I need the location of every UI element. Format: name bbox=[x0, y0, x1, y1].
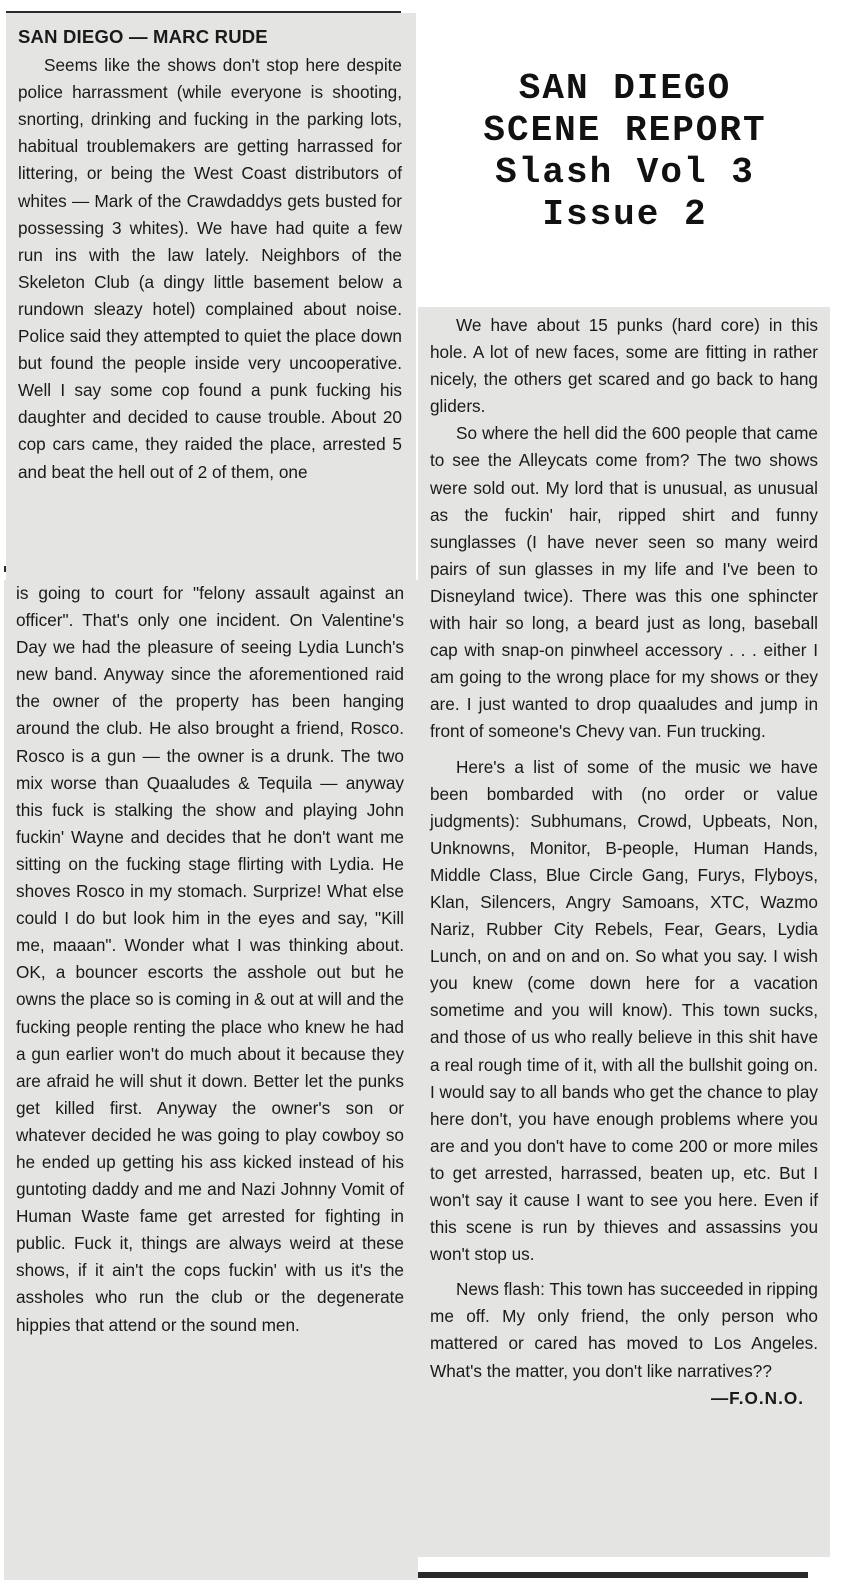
clipping-right bbox=[418, 307, 830, 1557]
bottom-rule bbox=[416, 1572, 808, 1578]
scene-report-title bbox=[420, 68, 830, 236]
title-line-1: SAN DIEGO bbox=[518, 68, 732, 109]
clipping-left-bottom bbox=[4, 580, 418, 1580]
title-line-3: Slash Vol 3 bbox=[495, 152, 755, 193]
right-paragraph-3: Here's a list of some of the music we have been bombarded with (no order or value judgments): Subhumans, Crowd, Upbeats, Non, Unknowns, Monitor, B-people, Human Hands, Middle Class, Blue Circle Gang, Furys, Flyboys, Klan, Silencers, Angry Samoans, XTC, Wazmo Nariz, Rubber City Rebels, Fear, Gears, Lydia Lunch, on and on and on. So what you say. I wish you knew (come down here for a vacation sometime and you will know). This town sucks, and those of us who really believe in this shit have a real rough time of it, with all the bullshit going on. I would say to all bands who get the chance to play here don't, you have enough problems where you are and you don't have to come 200 or more miles to get arrested, harrassed, beaten up, etc. But I won't say it cause I want to see you here. Even if this scene is run by thieves and assassins you won't stop us. bbox=[430, 756, 818, 1265]
clipping-left-top bbox=[6, 13, 416, 580]
title-line-4: Issue 2 bbox=[542, 194, 708, 235]
title-line-2: SCENE REPORT bbox=[483, 110, 767, 151]
left-bottom-paragraph: is going to court for "felony assault against an officer". That's only one incident. On Valentine's Day we had the pleasure of seeing Lydia Lunch's new band. Anyway since the aforementioned raid the owner of the property has been hanging around the club. He also brought a friend, Rosco. Rosco is a gun — the owner is a drunk. The two mix worse than Quaaludes & Tequila — anyway this fuck is stalking the show and playing John fuckin' Wayne and decides that he don't want me sitting on the fucking stage flirting with Lydia. He shoves Rosco in my stomach. Surprize! What else could I do but look him in the eyes and say, "Kill me, maaan". Wonder what I was thinking about. OK, a bouncer escorts the asshole out but he owns the place so is coming in & out at will and the fucking people renting the place who knew he had a gun earlier won't do much about it because they are afraid he will shut it down. Better let the punks get killed first. Anyway the owner's son or whatever decided he was going to play cowboy so he ended up getting his ass kicked instead of his guntoting daddy and me and Nazi Johnny Vomit of Human Waste fame get arrested for fighting in public. Fuck it, things are always weird at these shows, if it ain't the cops fuckin' with us it's the assholes who run the club or the degenerate hippies that attend or the sound men. bbox=[16, 583, 404, 1335]
left-top-paragraph: Seems like the shows don't stop here despite police harrassment (while everyone is shooting, snorting, drinking and fucking in the parking lots, habitual troublemakers are getting harrassed for littering, or being the West Coast distributors of whites — Mark of the Crawdaddys gets busted for possessing 3 whites). We have had quite a few run ins with the law lately. Neighbors of the Skeleton Club (a dingy little basement below a rundown sleazy hotel) complained about noise. Police said they attempted to quiet the place down but found the people inside very uncooperative. Well I say some cop found a punk fucking his daughter and decided to cause trouble. About 20 cop cars came, they raided the place, arrested 5 and beat the hell out of 2 of them, one bbox=[18, 55, 402, 482]
right-paragraph-2: So where the hell did the 600 people that came to see the Alleycats come from? The two shows were sold out. My lord that is unusual, as unusual as the fuckin' hair, ripped shirt and funny sunglasses (I have never seen so many weird pairs of sun glasses in my life and I've been to Disneyland twice). There was this one sphincter with hair so long, a beard just as long, baseball cap with snap-on pinwheel accessory . . . either I am going to the wrong place for my shows or they are. I just wanted to drop quaaludes and jump in front of someone's Chevy van. Fun trucking. bbox=[430, 423, 818, 742]
right-paragraph-1: We have about 15 punks (hard core) in this hole. A lot of new faces, some are fitting in rather nicely, the others get scared and go back to hang gliders. bbox=[430, 315, 818, 417]
right-paragraph-4: News flash: This town has succeeded in ripping me off. My only friend, the only person who mattered or cared has moved to Los Angeles. What's the matter, you don't like narratives?? bbox=[430, 1279, 818, 1381]
signoff: —F.O.N.O. bbox=[710, 1387, 804, 1408]
byline: SAN DIEGO — MARC RUDE bbox=[18, 26, 268, 47]
